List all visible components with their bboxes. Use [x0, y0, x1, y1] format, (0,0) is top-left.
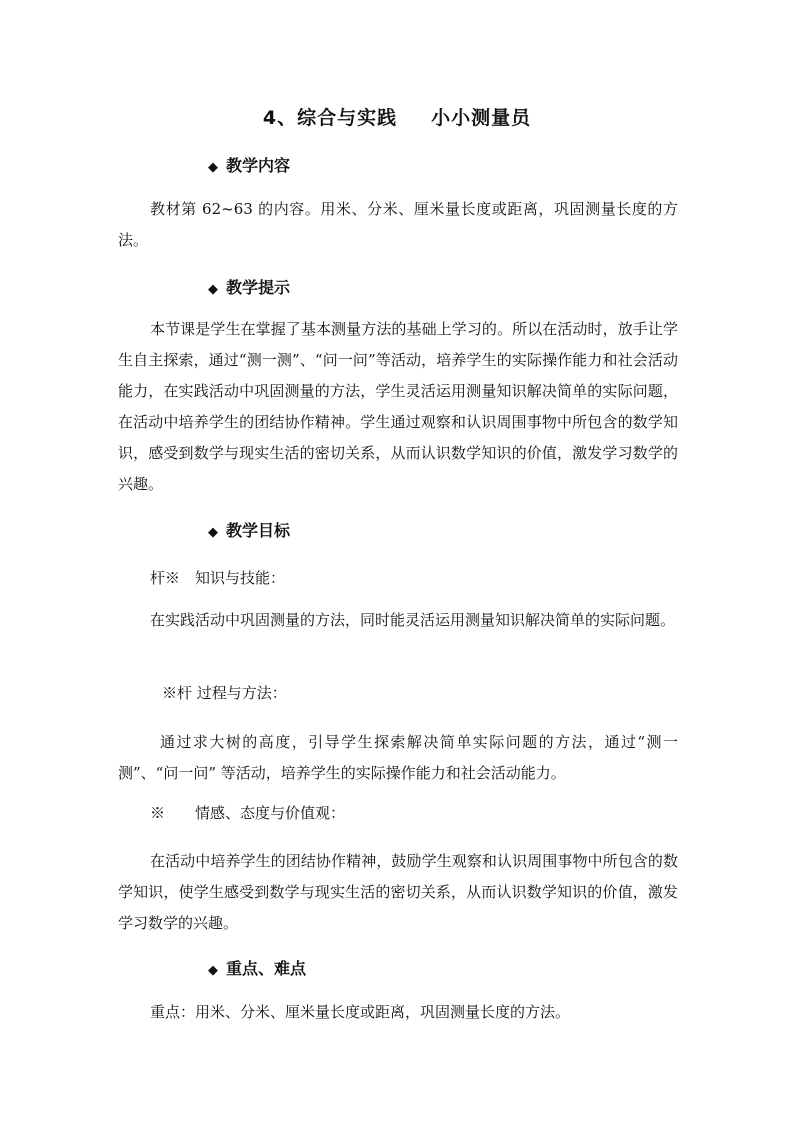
- page-title: [0, 104, 794, 132]
- section-heading-goals: [208, 519, 290, 545]
- diamond-bullet-icon: ◆: [208, 160, 218, 175]
- goal-text-emotion: 在活动中培养学生的团结协作精神，鼓励学生观察和认识周围事物中所包含的数学知识，使学生感受到数学与现实生活的密切关系，从而认识数学知识的价值，激发学习数学的兴趣。: [118, 852, 678, 932]
- key-paragraph: 重点：用米、分米、厘米量长度或距离，巩固测量长度的方法。: [150, 1003, 571, 1021]
- goal-label-emotion: ※ 情感、态度与价值观：: [150, 804, 346, 822]
- section-heading-label: 重点、难点: [226, 959, 307, 978]
- title-part1: 4、综合与实践: [262, 107, 398, 129]
- section-heading-hint: [208, 276, 290, 302]
- section-heading-label: 教学目标: [226, 521, 291, 540]
- goal-label-process: ※杆 过程与方法：: [162, 684, 287, 702]
- goal-label-knowledge: 杆※ 知识与技能：: [150, 569, 286, 587]
- section-heading-content: [208, 154, 290, 180]
- diamond-bullet-icon: ◆: [208, 525, 218, 540]
- diamond-bullet-icon: ◆: [208, 282, 218, 297]
- section-heading-key: [208, 957, 306, 983]
- section-heading-label: 教学提示: [226, 278, 291, 297]
- hint-paragraph: 本节课是学生在掌握了基本测量方法的基础上学习的。所以在活动时，放手让学生自主探索，通过“测一测”、“问一问”等活动，培养学生的实际操作能力和社会活动能力，在实践活动中巩固测量的方法，学生灵活运用测量知识解决简单的实际问题，在活动中培养学生的团结协作精神。学生通过观察和认识周围事物中所包含的数学知识，感受到数学与现实生活的密切关系，从而认识数学知识的价值，激发学习数学的兴趣。: [118, 320, 678, 493]
- goal-text-knowledge: 在实践活动中巩固测量的方法，同时能灵活运用测量知识解决简单的实际问题。: [150, 611, 676, 629]
- section-heading-label: 教学内容: [226, 156, 291, 175]
- title-part2: 小小测量员: [431, 107, 532, 129]
- goal-text-process: 通过求大树的高度，引导学生探索解决简单实际问题的方法，通过“测一测”、“问一问” 等活动，培养学生的实际操作能力和社会活动能力。: [118, 733, 678, 782]
- content-paragraph: 教材第 62~63 的内容。用米、分米、厘米量长度或距离，巩固测量长度的方法。: [118, 200, 678, 249]
- diamond-bullet-icon: ◆: [208, 963, 218, 978]
